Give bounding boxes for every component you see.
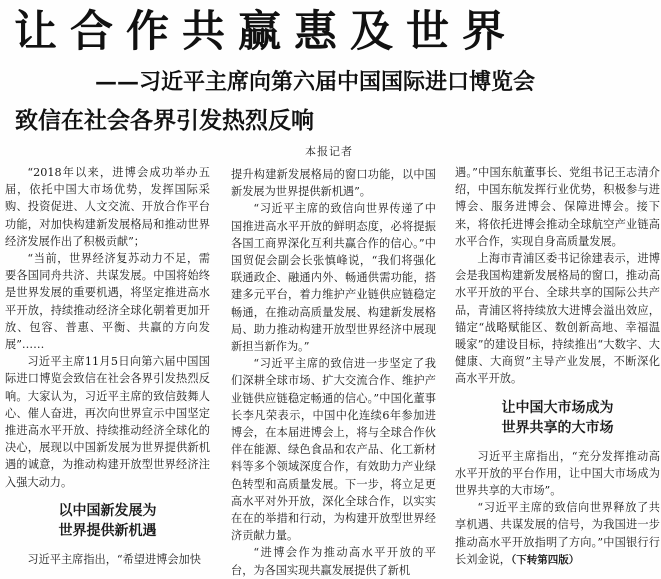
paragraph: 上海市青浦区委书记徐建表示，进博会是我国构建新发展格局的窗口，推动高水平开放的平台、全球共享的国际公共产品，青浦区将持续放大进博会溢出效应，锚定“战略赋能区、数创新高地、幸福温暖家”的建设目标，持续推出“大数字、大健康、大商贸”主导产业发展，不断深化高水平开放。: [455, 252, 660, 386]
section-heading-line1: 以中国新发展为: [58, 502, 157, 519]
paragraph: “2018年以来，进博会成功举办五届，依托中国大市场优势，发挥国际采购、投资促进、人文交流、开放合作平台功能，对加快构建新发展格局和推动世界经济发展作出了积极贡献”；: [5, 166, 210, 248]
byline: 本报记者: [305, 145, 353, 158]
paragraph: [455, 499, 660, 569]
article-column-1: [5, 164, 210, 568]
paragraph-text: “习近平主席的致信向世界释放了共享机遇、共谋发展的信号，为我国进一步推动高水平开放指明了方向。”中国银行行长刘金说，: [455, 501, 660, 566]
paragraph: 习近平主席11月5日向第六届中国国际进口博览会致信在社会各界引发热烈反响。大家认为，习近平主席的致信鼓舞人心、催人奋进，再次向世界宣示中国坚定推进高水平开放、持续推动经济全球化的决心，展现以中国新发展为世界提供新机遇的诚意，为推动构建开放型世界经济注入强大动力。: [5, 355, 210, 489]
article-subtitle-line1: ——习近平主席向第六届中国国际进口博览会: [95, 69, 536, 95]
paragraph: “进博会作为推动高水平开放的平台，为各国实现共赢发展提供了新机: [231, 546, 436, 577]
continued-note: （下转第四版）: [510, 553, 580, 566]
article-headline: 让合作共赢惠及世界: [14, 7, 518, 57]
section-heading-line2: 世界共享的大市场: [501, 419, 614, 436]
section-heading-line2: 世界提供新机遇: [58, 522, 157, 539]
paragraph: 提升构建新发展格局的窗口功能，以中国新发展为世界提供新机遇”。: [231, 168, 436, 199]
article-column-2: [231, 166, 436, 579]
article-subtitle-line2: 致信在社会各界引发热烈反响: [15, 107, 314, 134]
paragraph: “习近平主席的致信向世界传递了中国推进高水平开放的鲜明态度，必将提振各国工商界深化互利共赢合作的信心。”中国贸促会副会长张慎峰说，“我们将强化联通政企、融通内外、畅通供需功能，搭建多元平台，着力维护产业链供应链稳定畅通，在推动高质量发展、构建新发展格局、助力推动构建开放型世界经济中展现新担当新作为。”: [231, 202, 436, 354]
section-heading-line1: 让中国大市场成为: [501, 399, 614, 416]
paragraph: “当前，世界经济复苏动力不足，需要各国同舟共济、共谋发展。中国将始终是世界发展的重要机遇，将坚定推进高水平开放，持续推动经济全球化朝着更加开放、包容、普惠、平衡、共赢的方向发展”……: [5, 252, 210, 352]
paragraph: 习近平主席指出，“希望进博会加快: [27, 552, 201, 566]
paragraph: “习近平主席的致信进一步坚定了我们深耕全球市场、扩大交流合作、维护产业链供应链稳定畅通的信心。”中国化董事长李凡荣表示，中国中化连续6年参加进博会，在本届进博会上，将与全球合作伙伴在能源、绿色食品和农产品、化工新材料等多个领域深度合作，有效助力产业绿色转型和高质量发展。下一步，将立足更高水平对外开放，深化全球合作，以实实在在的举措和行动，为构建开放型世界经济贡献力量。: [231, 357, 436, 543]
paragraph: 遇。”中国东航董事长、党组书记王志清介绍，中国东航发挥行业优势，积极参与进博会、服务进博会、保障进博会。接下来，将依托进博会推动全球航空产业链高水平合作，实现自身高质量发展。: [455, 166, 660, 248]
section-heading: [455, 398, 660, 438]
section-heading: [5, 501, 210, 541]
article-column-3: [455, 164, 660, 569]
paragraph: 习近平主席指出，“充分发挥推动高水平开放的平台作用，让中国大市场成为世界共享的大市场”。: [455, 449, 660, 498]
